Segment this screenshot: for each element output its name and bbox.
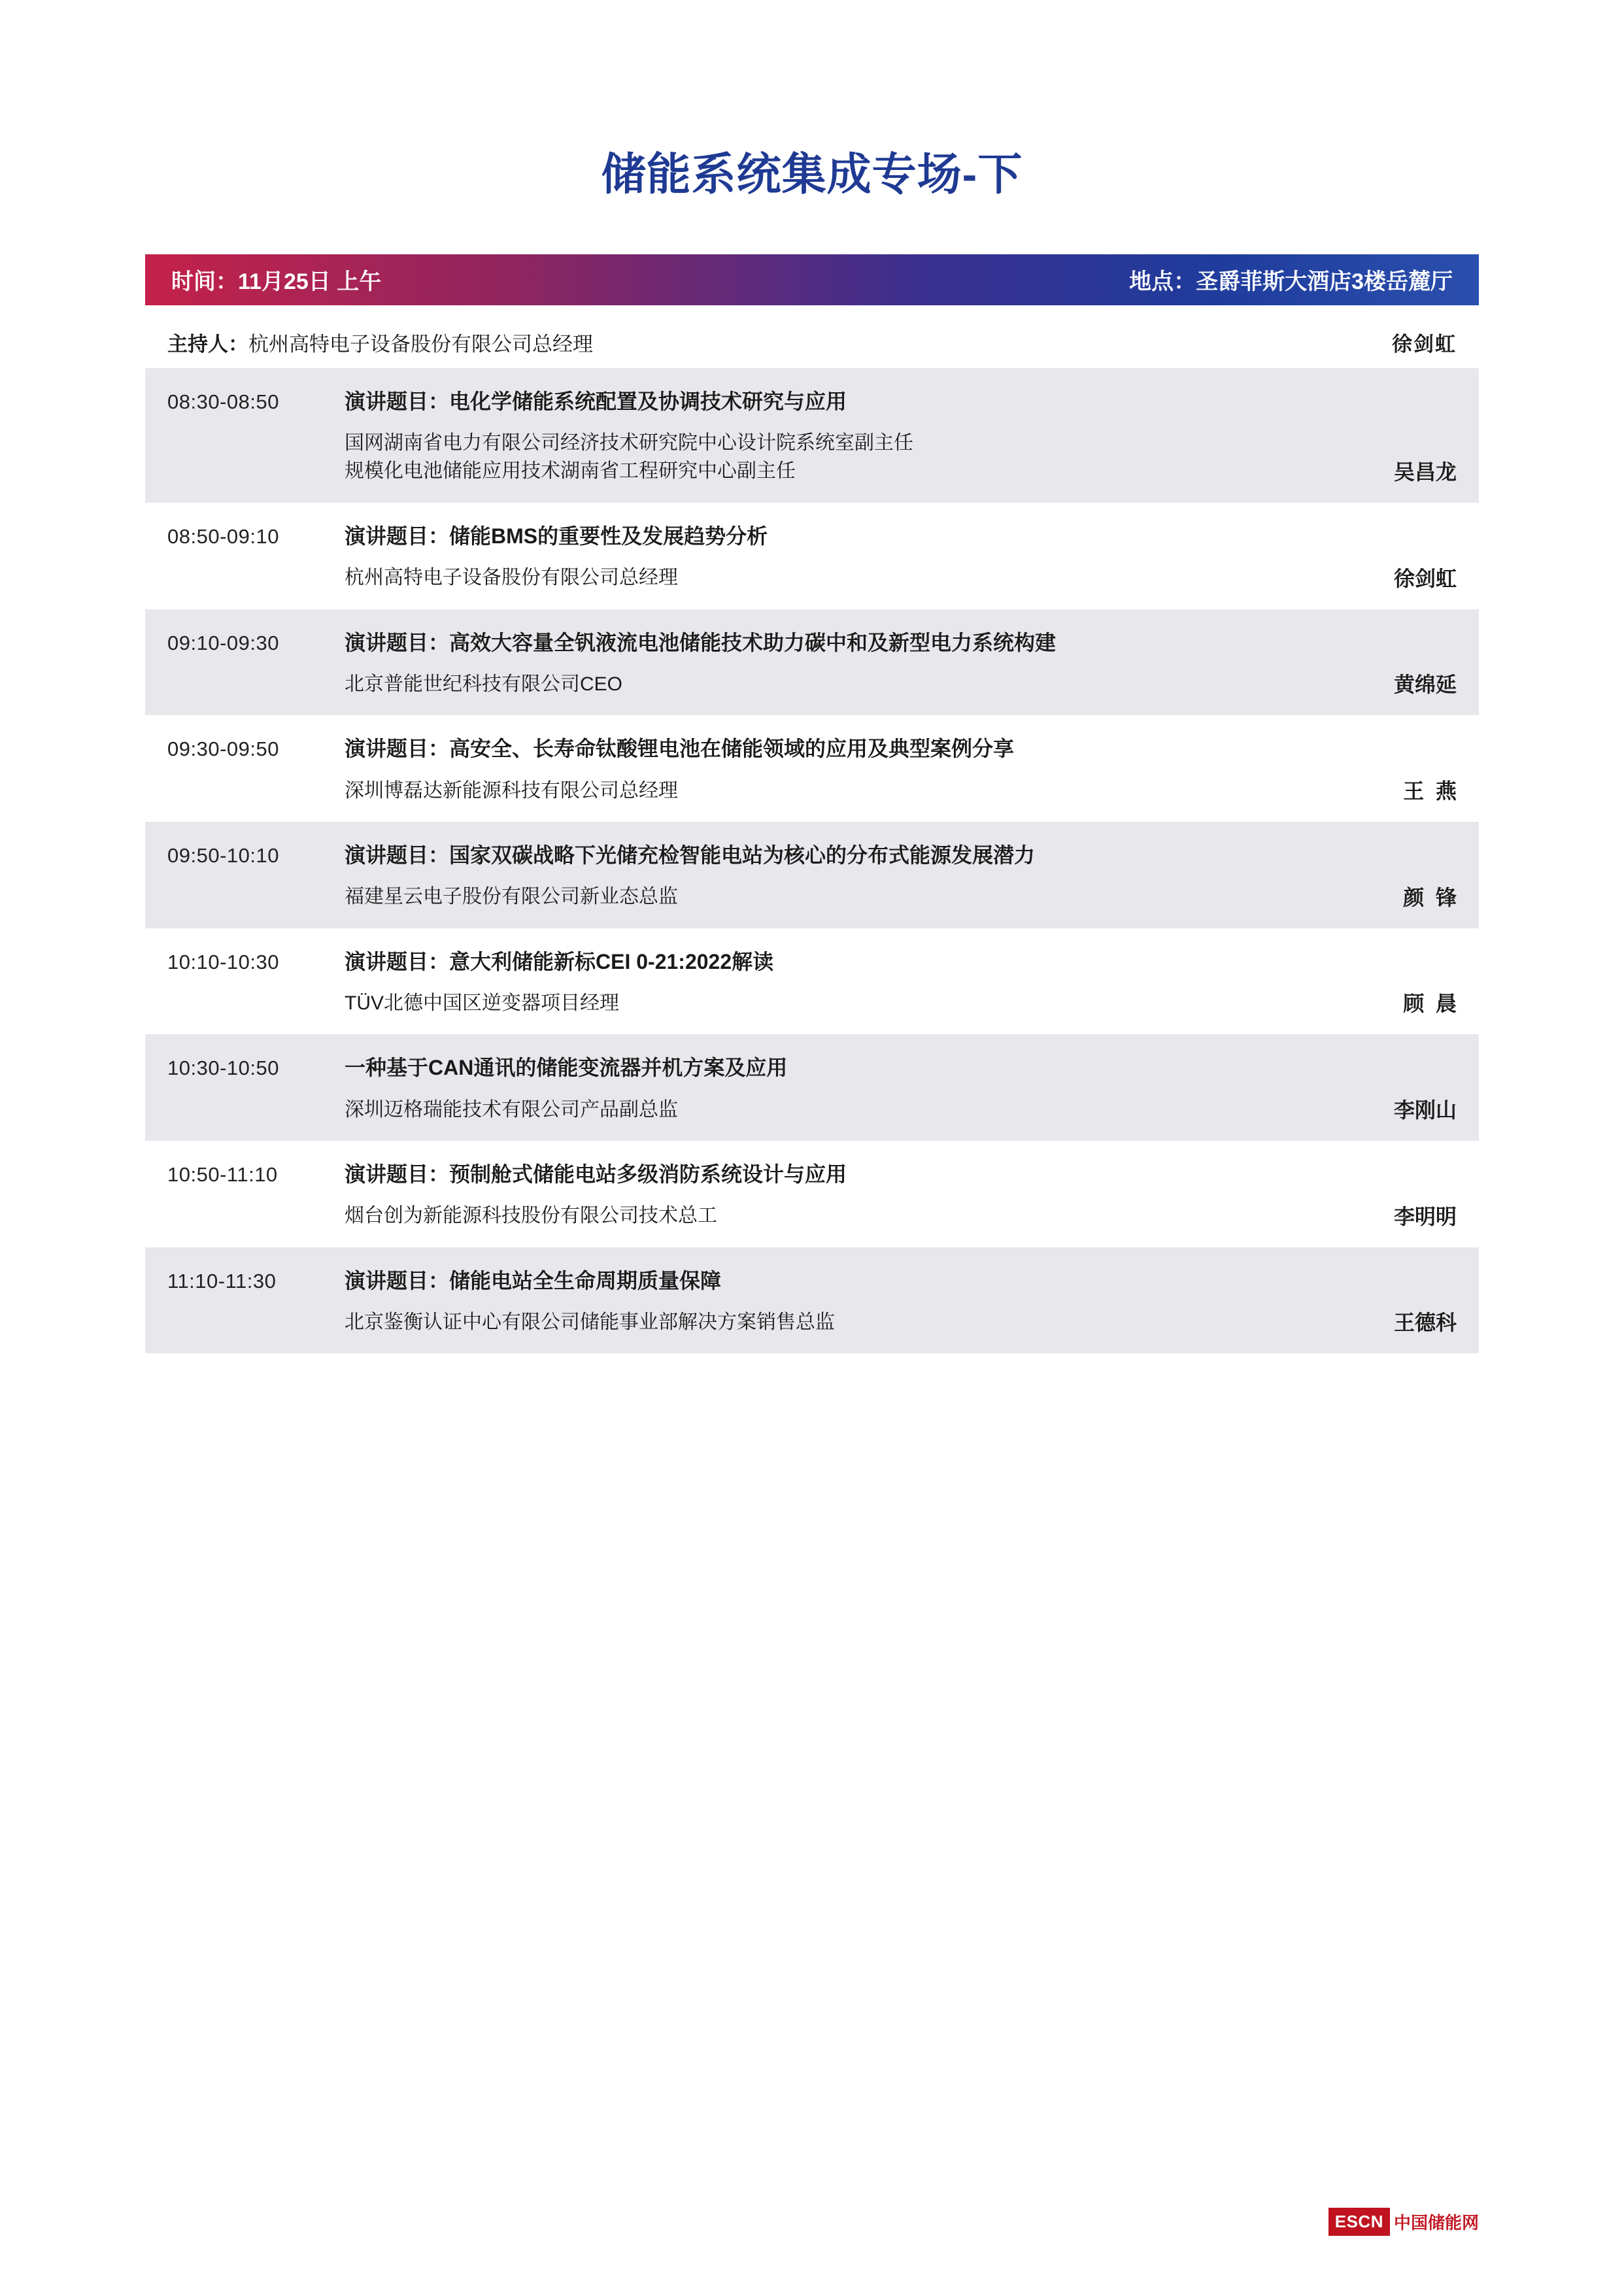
page-title: 储能系统集成专场-下 [601, 150, 1023, 199]
table-row [145, 928, 1479, 1035]
session-topic [345, 522, 1322, 550]
session-body [345, 503, 1322, 609]
speaker-name: 吴昌龙 [1393, 460, 1457, 484]
table-row [145, 822, 1479, 928]
session-time: 10:30-10:50 [167, 1056, 279, 1080]
speaker-org: 北京普能世纪科技有限公司CEO [345, 673, 623, 695]
session-body [345, 715, 1322, 822]
footer-logo [1328, 2208, 1479, 2236]
session-topic [345, 735, 1322, 763]
table-row [145, 715, 1479, 822]
speaker-name: 王德科 [1393, 1311, 1457, 1335]
speaker-name: 王 燕 [1403, 779, 1457, 803]
speaker-org: 国网湖南省电力有限公司经济技术研究院中心设计院系统室副主任 规模化电池储能应用技术湖南省工程研究中心副主任 [345, 431, 913, 482]
topic-text: 预制舱式储能电站多级消防系统设计与应用 [449, 1162, 847, 1187]
host-org: 杭州高特电子设备股份有限公司总经理 [248, 333, 593, 356]
table-row [145, 503, 1479, 609]
speaker-org: 深圳博磊达新能源科技有限公司总经理 [345, 779, 678, 802]
host-row [145, 317, 1479, 368]
session-body [345, 368, 1322, 503]
speaker-name: 李明明 [1393, 1204, 1457, 1228]
agenda-rows [145, 368, 1479, 1354]
topic-text: 储能电站全生命周期质量保障 [449, 1268, 722, 1292]
time-label: 时间： [171, 269, 238, 295]
session-body [345, 1141, 1322, 1247]
session-time: 08:50-09:10 [167, 524, 279, 548]
session-time: 10:50-11:10 [167, 1163, 278, 1187]
session-time: 09:10-09:30 [167, 631, 279, 654]
agenda-table [145, 305, 1479, 1354]
table-row [145, 1141, 1479, 1247]
topic-label: 演讲题目： [345, 737, 450, 761]
speaker-org: 深圳迈格瑞能技术有限公司产品副总监 [345, 1098, 678, 1121]
topic-text: 一种基于CAN通讯的储能变流器并机方案及应用 [345, 1056, 788, 1080]
table-row [145, 368, 1479, 503]
place-label: 地点： [1129, 269, 1196, 295]
table-row [145, 609, 1479, 716]
session-time: 08:30-08:50 [167, 390, 279, 413]
session-body [345, 1034, 1322, 1141]
topic-label: 演讲题目： [345, 524, 450, 548]
session-topic [345, 948, 1322, 976]
session-time: 11:10-11:30 [167, 1269, 277, 1292]
brand-mark: ESCN [1328, 2208, 1390, 2236]
place-value: 圣爵菲斯大酒店3楼岳麓厅 [1196, 269, 1453, 295]
session-topic [345, 388, 1322, 416]
speaker-name: 李刚山 [1393, 1098, 1457, 1123]
topic-label: 演讲题目： [345, 389, 450, 413]
session-topic [345, 1054, 1322, 1082]
session-topic [345, 1267, 1322, 1295]
session-topic [345, 841, 1322, 869]
session-body [345, 928, 1322, 1035]
speaker-org: TÜV北德中国区逆变器项目经理 [345, 992, 619, 1014]
table-row [145, 1247, 1479, 1354]
speaker-name: 顾 晨 [1403, 992, 1457, 1016]
topic-text: 储能BMS的重要性及发展趋势分析 [449, 524, 768, 548]
session-topic [345, 629, 1322, 657]
topic-text: 电化学储能系统配置及协调技术研究与应用 [449, 389, 847, 413]
speaker-name: 颜 锋 [1403, 885, 1457, 909]
place-block [1129, 263, 1479, 295]
session-body [345, 822, 1322, 928]
topic-label: 演讲题目： [345, 1268, 450, 1292]
speaker-org: 杭州高特电子设备股份有限公司总经理 [345, 567, 678, 589]
speaker-name: 徐剑虹 [1393, 566, 1457, 590]
speaker-org: 福建星云电子股份有限公司新业态总监 [345, 886, 678, 908]
topic-text: 高效大容量全钒液流电池储能技术助力碳中和及新型电力系统构建 [449, 630, 1057, 654]
session-time: 09:30-09:50 [167, 737, 279, 761]
session-body [345, 609, 1322, 716]
brand-text: 中国储能网 [1393, 2213, 1479, 2233]
speaker-org: 北京鉴衡认证中心有限公司储能事业部解决方案销售总监 [345, 1311, 835, 1333]
host-label: 主持人： [167, 333, 248, 356]
session-time: 10:10-10:30 [167, 950, 279, 973]
time-value: 11月25日 上午 [238, 269, 382, 295]
table-row [145, 1034, 1479, 1141]
session-body [345, 1247, 1322, 1354]
topic-label: 演讲题目： [345, 1162, 450, 1187]
topic-text: 意大利储能新标CEI 0-21:2022解读 [449, 949, 774, 973]
speaker-name: 黄绵延 [1393, 673, 1457, 697]
topic-label: 演讲题目： [345, 843, 450, 868]
topic-text: 国家双碳战略下光储充检智能电站为核心的分布式能源发展潜力 [449, 843, 1036, 868]
topic-label: 演讲题目： [345, 949, 450, 973]
session-info-bar [145, 254, 1479, 305]
session-time: 09:50-10:10 [167, 844, 279, 868]
topic-text: 高安全、长寿命钛酸锂电池在储能领域的应用及典型案例分享 [449, 737, 1015, 761]
session-topic [345, 1160, 1322, 1189]
time-block [145, 263, 381, 295]
host-name: 徐剑虹 [1392, 333, 1457, 356]
topic-label: 演讲题目： [345, 630, 450, 654]
speaker-org: 烟台创为新能源科技股份有限公司技术总工 [345, 1205, 717, 1227]
